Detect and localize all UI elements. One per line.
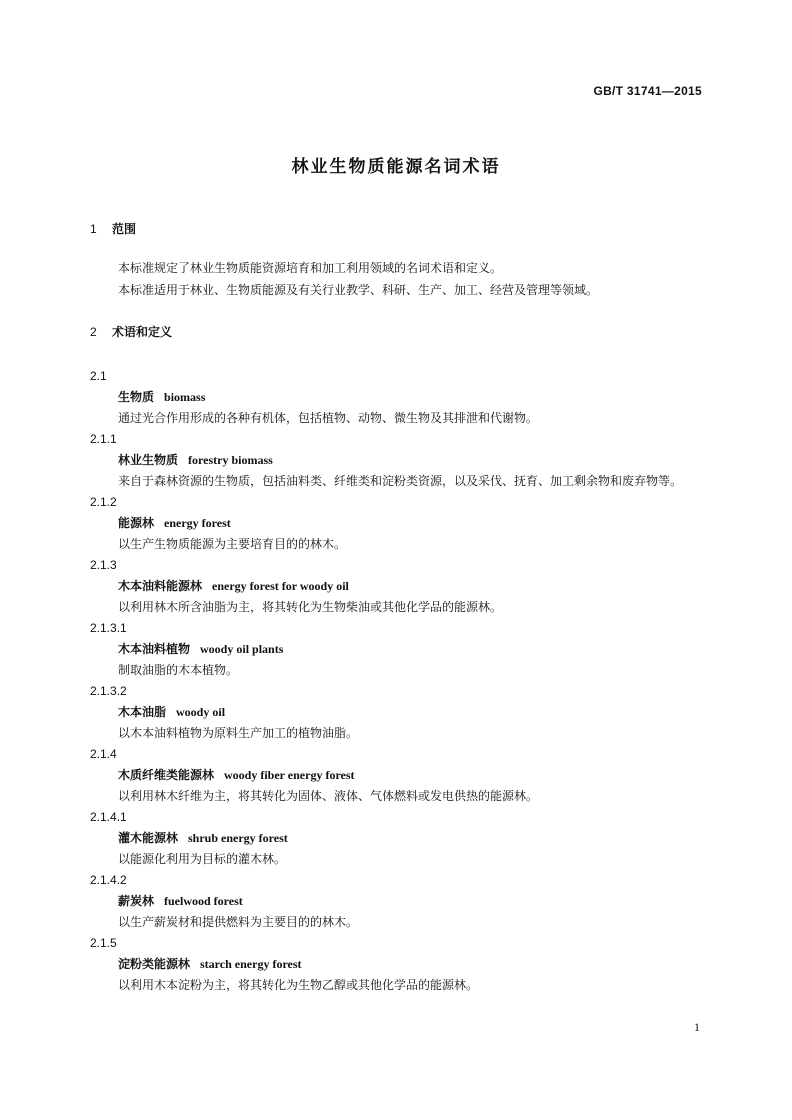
term-line	[90, 576, 704, 597]
term-entry	[90, 555, 704, 618]
scope-paragraph-2: 本标准适用于林业、生物质能源及有关行业教学、科研、生产、加工、经营及管理等领域。	[118, 283, 599, 297]
term-entry	[90, 681, 704, 744]
entry-number: 2.1.3	[90, 558, 117, 572]
entry-number: 2.1.1	[90, 432, 117, 446]
term-english: shrub energy forest	[188, 831, 288, 845]
section-2-number: 2	[90, 325, 97, 339]
term-line	[90, 702, 704, 723]
term-english: woody fiber energy forest	[224, 768, 355, 782]
term-chinese: 薪炭林	[118, 894, 155, 908]
entry-number: 2.1.2	[90, 495, 117, 509]
section-2-title: 术语和定义	[112, 325, 173, 339]
document-body	[90, 221, 704, 996]
term-english: energy forest	[164, 516, 231, 530]
term-entry	[90, 618, 704, 681]
term-definition: 以木本油料植物为原料生产加工的植物油脂。	[118, 726, 359, 740]
term-english: energy forest for woody oil	[212, 579, 349, 593]
term-english: forestry biomass	[188, 453, 273, 467]
term-line	[90, 828, 704, 849]
scope-paragraph-1: 本标准规定了林业生物质能资源培育和加工利用领域的名词术语和定义。	[118, 261, 503, 275]
page-number: 1	[694, 1020, 700, 1034]
section-1-title: 范围	[112, 222, 137, 236]
term-line	[90, 639, 704, 660]
term-definition: 以利用林木纤维为主，将其转化为固体、液体、气体燃料或发电供热的能源林。	[118, 789, 539, 803]
term-entry	[90, 366, 704, 429]
term-definition: 以利用林木所含油脂为主，将其转化为生物柴油或其他化学品的能源林。	[118, 600, 503, 614]
term-chinese: 淀粉类能源林	[118, 957, 191, 971]
term-definition: 以生产薪炭材和提供燃料为主要目的的林木。	[118, 915, 359, 929]
term-english: woody oil	[176, 705, 226, 719]
term-definition: 以利用木本淀粉为主，将其转化为生物乙醇或其他化学品的能源林。	[118, 978, 479, 992]
entry-number: 2.1.4	[90, 747, 117, 761]
standard-code: GB/T 31741—2015	[593, 84, 702, 98]
term-definition: 以能源化利用为目标的灌木林。	[118, 852, 287, 866]
term-chinese: 林业生物质	[118, 453, 179, 467]
entry-number: 2.1.4.1	[90, 810, 127, 824]
entry-number: 2.1.4.2	[90, 873, 127, 887]
term-english: starch energy forest	[200, 957, 302, 971]
term-line	[90, 513, 704, 534]
term-line	[90, 954, 704, 975]
term-entry	[90, 429, 704, 492]
term-entries	[90, 366, 704, 996]
term-entry	[90, 933, 704, 996]
term-entry	[90, 744, 704, 807]
entry-number: 2.1	[90, 369, 107, 383]
term-chinese: 生物质	[118, 390, 155, 404]
term-entry	[90, 870, 704, 933]
term-chinese: 木本油料能源林	[118, 579, 203, 593]
term-chinese: 能源林	[118, 516, 155, 530]
entry-number: 2.1.3.2	[90, 684, 127, 698]
term-english: biomass	[164, 390, 206, 404]
term-definition: 通过光合作用形成的各种有机体，包括植物、动物、微生物及其排泄和代谢物。	[118, 411, 539, 425]
term-english: woody oil plants	[200, 642, 284, 656]
term-line	[90, 891, 704, 912]
term-line	[90, 450, 704, 471]
term-entry	[90, 807, 704, 870]
entry-number: 2.1.3.1	[90, 621, 127, 635]
term-chinese: 木本油料植物	[118, 642, 191, 656]
section-1-number: 1	[90, 222, 97, 236]
entry-number: 2.1.5	[90, 936, 117, 950]
term-chinese: 灌木能源林	[118, 831, 179, 845]
section-1-heading	[90, 221, 704, 237]
term-definition: 以生产生物质能源为主要培育目的的林木。	[118, 537, 347, 551]
document-title: 林业生物质能源名词术语	[291, 157, 501, 177]
term-definition: 制取油脂的木本植物。	[118, 663, 239, 677]
section-2-heading	[90, 324, 704, 340]
term-entry	[90, 492, 704, 555]
term-line	[90, 387, 704, 408]
term-chinese: 木本油脂	[118, 705, 167, 719]
term-chinese: 木质纤维类能源林	[118, 768, 215, 782]
term-definition: 来自于森林资源的生物质，包括油料类、纤维类和淀粉类资源，以及采伐、抚育、加工剩余物和废弃物等。	[118, 474, 683, 488]
term-line	[90, 765, 704, 786]
term-english: fuelwood forest	[164, 894, 243, 908]
